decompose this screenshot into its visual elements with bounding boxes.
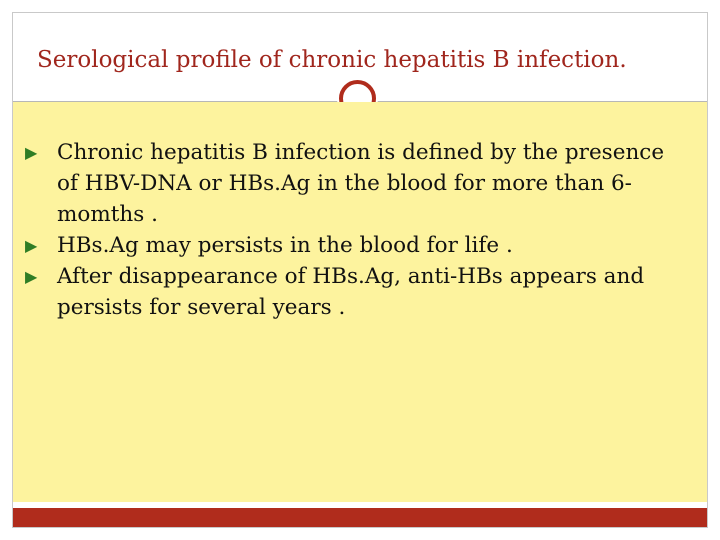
bullet-text-2: HBs.Ag may persists in the blood for life . [57, 233, 513, 258]
bullet-text-3: After disappearance of HBs.Ag, anti-HBs appears and persists for several years . [57, 264, 645, 320]
bullet-item-3 [25, 261, 685, 323]
slide-title: Serological profile of chronic hepatitis B infection. [37, 47, 627, 73]
bullet-text-1: Chronic hepatitis B infection is defined by the presence of HBV-DNA or HBs.Ag in the blood for more than 6-momths . [57, 140, 665, 227]
slide-content-area [13, 102, 707, 502]
bullet-item-2 [25, 230, 685, 261]
arrow-bullet-icon: ▶ [25, 143, 38, 162]
arrow-bullet-icon: ▶ [25, 236, 38, 255]
arrow-bullet-icon: ▶ [25, 267, 38, 286]
footer-bar [13, 508, 707, 527]
bullet-item-1 [25, 137, 685, 230]
slide-frame [12, 12, 708, 528]
bullet-list [25, 137, 685, 323]
